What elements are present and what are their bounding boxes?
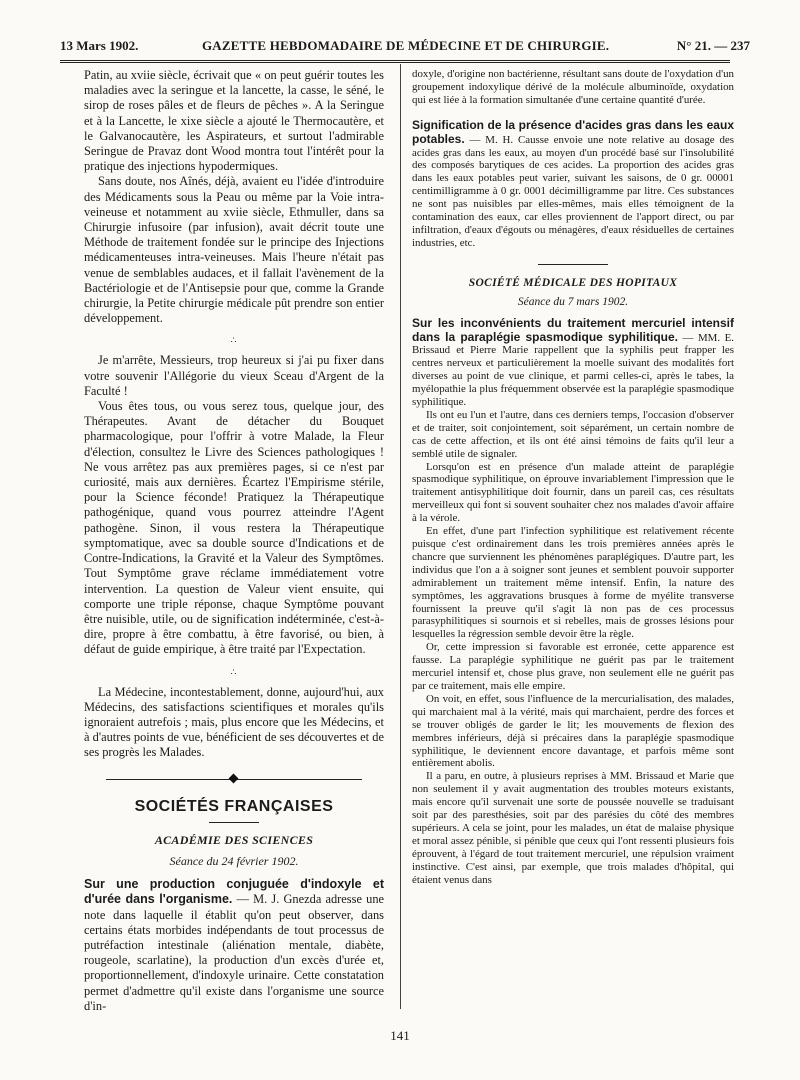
article-body: — M. J. Gnezda adresse une note dans laquelle il établit qu'on peut observer, dans certains états morbides indépendants de tout processus de putréfaction intestinale (aliénation mentale, diabète, rougeole, scarlatine), la production d'un excès d'urée et, proportionnellement, d'indoxyle urinaire. Cette constatation permet d'admettre qu'il existe dans l'organisme une source d'in- — [84, 892, 385, 1013]
article-2-body: — M. H. Causse envoie une note relative au dosage des acides gras dans les eaux, au moyen d'un procédé basé sur l'insolubilité des composés barytiques de ces acides. La proportion des acides gras dans les eaux potables peut varier, suivant les saisons, de 0 gr. 00001 centimilligramme à 0 gr. 0001 décimilligramme par litre. Ces substances ne sont pas nuisibles par elles-mêmes, mais elles témoignent de la contamination des eaux, car elles proviennent de l'apport direct, ou par infiltration, d'eaux d'égouts ou ménagères, d'eaux résiduelles de certaines industries, etc. — [412, 133, 734, 249]
right-column — [412, 68, 734, 886]
issue-page-number: N° 21. — 237 — [676, 38, 750, 53]
left-paragraph-1: Patin, au xviie siècle, écrivait que « on peut guérir toutes les maladies avec la seringue et la lancette, la casse, le séné, le sirop de roses pâles et de fleurs de pêches ». A la Seringue et à la Lancette, le xixe siècle a ajouté le Thermocautère, et le Galvanocautère, les Aspirateurs, et surtout l'admirable Seringue de Pravaz dont Wood montra tout l'intérêt pour la pratique des injections hypodermiques. — [84, 68, 384, 174]
society-heading: SOCIÉTÉ MÉDICALE DES HOPITAUX — [468, 276, 678, 289]
left-column — [84, 68, 384, 1014]
article-title: Sur une production conjuguée d'indoxyle et d'urée dans l'organisme. — [84, 877, 384, 907]
issue-date: 13 Mars 1902. — [60, 38, 139, 53]
right-paragraph-6: On voit, en effet, sous l'influence de la mercurialisation, des malades, qui marchaient mal à la vérité, mais qui marchaient, perdre des forces et se trouver obligés de garder le lit; les mouvements de flexion des membres inférieurs, déjà si précaires dans la paraplégie spasmodique syphilitique, le deviennent encore davantage, et parfois même sont entièrement abolis. — [412, 692, 734, 770]
session-date: Séance du 24 février 1902. — [169, 853, 299, 868]
academy-heading: ACADÉMIE DES SCIENCES — [154, 832, 314, 847]
right-paragraph-3: Lorsqu'on est en présence d'un malade atteint de paraplégie spasmodique syphilitique, on éprouve invariablement l'impression que le traitement antisyphilitique doit fournir, dans un pareil cas, ces résultats merveilleux qui font si souvent souhaiter chez nos malades d'avoir affaire à la vérole. — [412, 460, 734, 525]
right-paragraph-5: Or, cette impression si favorable est erronée, cette apparence est fausse. La paraplégie syphilitique ne guérit pas par le traitement mercuriel intensif et, chose plus grave, non seulement elle ne guérit pas par ce traitement, mais elle empire. — [412, 641, 734, 692]
column-separator — [400, 64, 401, 1009]
left-paragraph-4: Vous êtes tous, ou vous serez tous, quelque jour, des Thérapeutes. Avant de détacher du Bouquet pharmacologique, pour l'offrir à votre Malade, la Fleur d'élection, consultez le Livre des Sciences pathologiques ! Ne vous arrêtez pas aux premières pages, si ce n'est par curiosité, mais aux dernières. Écartez l'Empirisme stérile, pour la Science féconde! Pratiquez la Thérapeutique pathogénique, quand vous pourrez atteindre l'Agent pathogène. Sinon, il vous restera la Thérapeutique symptomatique, avec sa double source d'Indications et de Contre-Indications, la Gravité et la Valeur des Symptômes. Tout Symptôme grave réclame immédiatement votre intervention. La question de Valeur vient ensuite, qui comporte une triple réponse, chaque Symptôme pouvant être nuisible, utile, ou de signification indéterminée, c'est-à-dire, propre à être combattu, à être favorisé, ou bien, à défaut de guide empirique, à être traité par l'Expectation. — [84, 399, 384, 657]
article-3-body: — MM. E. Brissaud et Pierre Marie rappellent que la syphilis peut frapper les centres nerveux et particulièrement la moelle suivant des modalités fort diverses au point de vue clinique, et parmi celles-ci, après le tabes, la myélopathie la plus fréquemment observée est la paraplégie spasmodique syphilitique. — [412, 331, 734, 409]
left-paragraph-2: Sans doute, nos Aînés, déjà, avaient eu l'idée d'introduire des Médicaments sous la Peau ou même par la Voie intra-veineuse et notamment au xviie siècle, Ethmuller, dans sa Chirurgie infusoire (par infusion), avait décrit toute une Méthode de traitement fondée sur le principe des Injections médicamenteuses intra-veineuses. Mais l'heure n'était pas venue de semblables audaces, et il fallait l'avènement de la Bactériologie et de l'Antisepsie pour que, comme la Grande chirurgie, la Petite chirurgie médicale pût prendre son entier développement. — [84, 174, 384, 326]
article-3-paragraph — [412, 317, 734, 409]
right-paragraph-2: Ils ont eu l'un et l'autre, dans ces derniers temps, l'occasion d'observer et de traiter, soit conjointement, soit séparément, un certain nombre de cas de cette affection, et ils ont été ainsi témoins de faits qu'il leur a semblé utile de signaler. — [412, 408, 734, 460]
short-rule — [209, 822, 259, 823]
right-paragraph-7: Il a paru, en outre, à plusieurs reprises à MM. Brissaud et Marie que non seulement il y avait augmentation des troubles moteurs existants, mais encore qu'il survenait une sorte de poussée nouvelle se traduisant soit par des paresthésies, soit par des parésies du côté des membres supérieurs. A cela se joint, pour les malades, un état de malaise physique et moral assez pénible, si pénible que ceux qui l'ont ressenti plusieurs fois éprouvent, à l'égard de tout traitement mercuriel, une répulsion vraiment instinctive. C'est ainsi, par exemple, que trois malades d'hôpital, qui étaient venus dans — [412, 770, 734, 886]
short-rule — [538, 264, 608, 265]
right-paragraph-1: doxyle, d'origine non bactérienne, résultant sans doute de l'oxydation d'un groupement indoxylique dérivé de la molécule albuminoïde, oxydation qui est liée à la formation simultanée d'une certaine quantité d'urée. — [412, 68, 734, 106]
article-2-title: Signification de la présence d'acides gras dans les eaux potables. — [412, 117, 734, 146]
header-rule — [60, 60, 730, 63]
session-date: Séance du 7 mars 1902. — [517, 295, 629, 308]
article-paragraph — [84, 877, 384, 1014]
asterism: ∴ — [230, 335, 238, 346]
footer-page-number: 141 — [390, 1028, 410, 1043]
ornament-divider — [106, 775, 362, 785]
asterism: ∴ — [230, 666, 238, 677]
running-header — [60, 38, 750, 58]
left-paragraph-5: La Médecine, incontestablement, donne, aujourd'hui, aux Médecins, des satisfactions scientifiques et morales qu'ils ignoraient autrefois ; mais, plus encore que les Médecins, et à d'autres points de vue, bénéficient de ses découvertes et de ses progrès les Malades. — [84, 684, 384, 760]
left-paragraph-3: Je m'arrête, Messieurs, trop heureux si j'ai pu fixer dans votre souvenir l'Allégorie du vieux Sceau d'Argent de la Faculté ! — [84, 353, 384, 398]
article-2-paragraph — [412, 119, 734, 250]
journal-title: GAZETTE HEBDOMADAIRE DE MÉDECINE ET DE CHIRURGIE. — [202, 38, 610, 53]
section-title: SOCIÉTÉS FRANÇAISES — [134, 797, 334, 815]
article-3-title: Sur les inconvénients du traitement mercuriel intensif dans la paraplégie spasmodique syphilitique. — [412, 315, 734, 344]
right-paragraph-4: En effet, d'une part l'infection syphilitique est relativement récente puisque c'est ordinairement dans les trois premières années après le chancre que surviennent les phénomènes paraplégiques. D'autre part, les individus que l'on a à soigner sont jeunes et semblent pouvoir supporter admirablement un traitement même intensif. Enfin, la nature des symptômes, les aggravations brusques à forme de myélite transverse fournissent la preuve qu'il s'agit là non pas de ces processus parasyphilitiques si sournois et si rebelles, mais de grosses lésions pour lesquelles la régression semble devoir être la règle. — [412, 525, 734, 641]
